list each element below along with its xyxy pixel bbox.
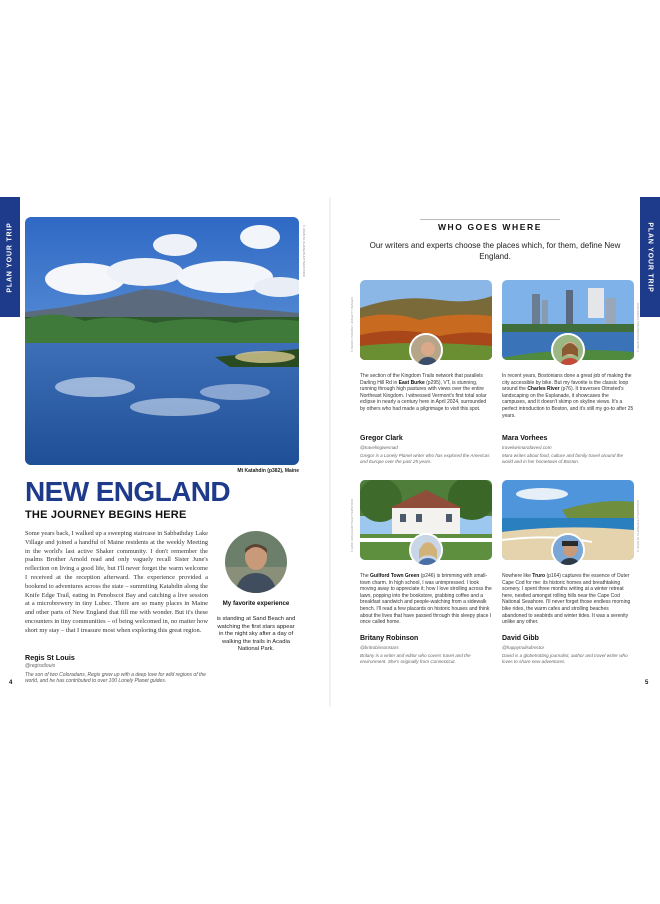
author-bio: The son of two Coloradans, Regis grew up with a deep love for wild regions of the world, and he has contributed to over 100 Lonely Planet guides. [25, 672, 206, 685]
favorite-heading: My favorite experience [222, 600, 290, 607]
writer-handle: travelwrimarafavesl.com [502, 445, 552, 450]
favorite-text: is standing at Sand Beach and watching the first stars appear in the night sky after a day of walking the trails in Acadia National Park. [216, 616, 296, 653]
photo-credit: © JOHN M. CHASE/SHUTTERSTOCK [636, 500, 640, 552]
card-text: The section of the Kingdom Trails network that parallels Darling Hill Rd in East Burke (p295), VT, is stunning, running through high pastures with views over the entire Northeast Kingdom. I witnessed Vermont's first total solar eclipse in nearly a century here in April 2024, surrounded by others who had made a pilgrimage to visit this spot. [360, 373, 487, 412]
intro-body: Some years back, I walked up a sweeping staircase in Sabbathday Lake Village and joined a handful of Maine residents at the weekly Meeting in the world's last active Shaker community. I don't remember the psalms Brother Arnold read and only vaguely recall Sister June's reflection on living a good life, but I'll never forget the warm welcome I received at the reception afterward. The experience provided a bookend to adventures across the state – summiting Katahdin along the Knife Edge Trail, eating in Penobscot Bay and catching a live session at a microbrewery in tiny Lubec. There are so many places in Maine and other parts of New England that fill me with wonder. But it's these encounters in tiny communities – of being welcomed in, no matter how short my stay – that I treasure most when exploring this great region. [25, 530, 208, 634]
writer-name: David Gibb [502, 635, 539, 642]
writer-bio: Mara writes about food, culture and family travel around the world and in her hometown of Boston. [502, 453, 624, 464]
author-handle: @regisstlouis [25, 663, 56, 669]
writer-name: Gregor Clark [360, 435, 403, 442]
author-name: Regis St Louis [25, 653, 75, 662]
page-number-left: 4 [9, 680, 13, 686]
photo-credit: © DENIS TANGNEY JR/GETTY IMAGES [350, 297, 354, 352]
page-title: NEW ENGLAND [25, 476, 230, 507]
writer-avatar [409, 333, 443, 367]
page-subtitle: THE JOURNEY BEGINS HERE [25, 509, 187, 521]
section-heading: WHO GOES WHERE [437, 222, 543, 232]
author-portrait [225, 531, 287, 593]
card-text: In recent years, Bostonians done a great job of making the city accessible by bike. But my favorite is the classic loop around the Charles River (p76). It traverses Olmsted's landscaping on the Esplanade, it showcases the campuses, and it doesn't skimp on skyline views. It's a perfect introduction to Boston, and it's still my go-to after 25 years. [502, 373, 634, 419]
card-text: Nowhere like Truro (p164) captures the essence of Outer Cape Cod for me: its historic homes and breathtaking scenery. I spent three months writing at a winter retreat here, nestled amongst rolling hills near the Cape Cod National Seashore. I'll never forget those endless morning bike rides, the warm cafes and strolling beaches abandoned to seabirds and winter tides. It was a serenity unlike any other. [502, 573, 631, 626]
writer-bio: David is a globetrotting journalist, author and travel writer who loves to share new adventures. [502, 653, 628, 664]
heading-rule [420, 219, 560, 220]
photo-credit: © JOHN M. CHASE/SHUTTERSTOCK [302, 225, 306, 277]
right-page [330, 197, 660, 707]
writer-bio: Britany is a writer and editor who covers travel and the environment. She's originally from Connecticut. [360, 653, 471, 664]
page-number-right: 5 [645, 680, 649, 686]
book-spine [329, 197, 331, 707]
side-tab-right: PLAN YOUR TRIP [640, 197, 660, 317]
writer-handle: @travelingwesnad [360, 445, 398, 450]
writer-name: Britany Robinson [360, 635, 419, 642]
photo-credit: © SEAN PAVONE/SHUTTERSTOCK [636, 302, 640, 352]
writer-avatar [409, 533, 443, 567]
hero-photo [25, 217, 299, 465]
side-tab-left: PLAN YOUR TRIP [0, 197, 20, 317]
writer-handle: @happytrailsdirector [502, 645, 545, 650]
writer-handle: @britrobinsonstars [360, 645, 399, 650]
writer-avatar [551, 533, 585, 567]
photo-caption: Mt Katahdin (p382), Maine [237, 468, 299, 474]
photo-credit: © ERIC URQUHART/SHUTTERSTOCK [350, 498, 354, 552]
writer-bio: Gregor is a Lonely Planet writer who has explored the Americas and Europe over the past 25 years. [360, 453, 490, 464]
writer-avatar [551, 333, 585, 367]
section-intro: Our writers and experts choose the places which, for them, define New England. [369, 241, 621, 261]
writer-name: Mara Vorhees [502, 435, 548, 442]
card-text: The Guilford Town Green (p246) is brimming with small-town charm. In high school, I was unimpressed. I took moving away to appreciate it; how I love strolling across the lawn, popping into the bookstore, grabbing coffee and a breakfast sandwich and people-watching from a sidewalk bench. I'll read a few placards on historic houses and think about the lives that have passed through this sleepy place I once called home. [360, 573, 492, 626]
